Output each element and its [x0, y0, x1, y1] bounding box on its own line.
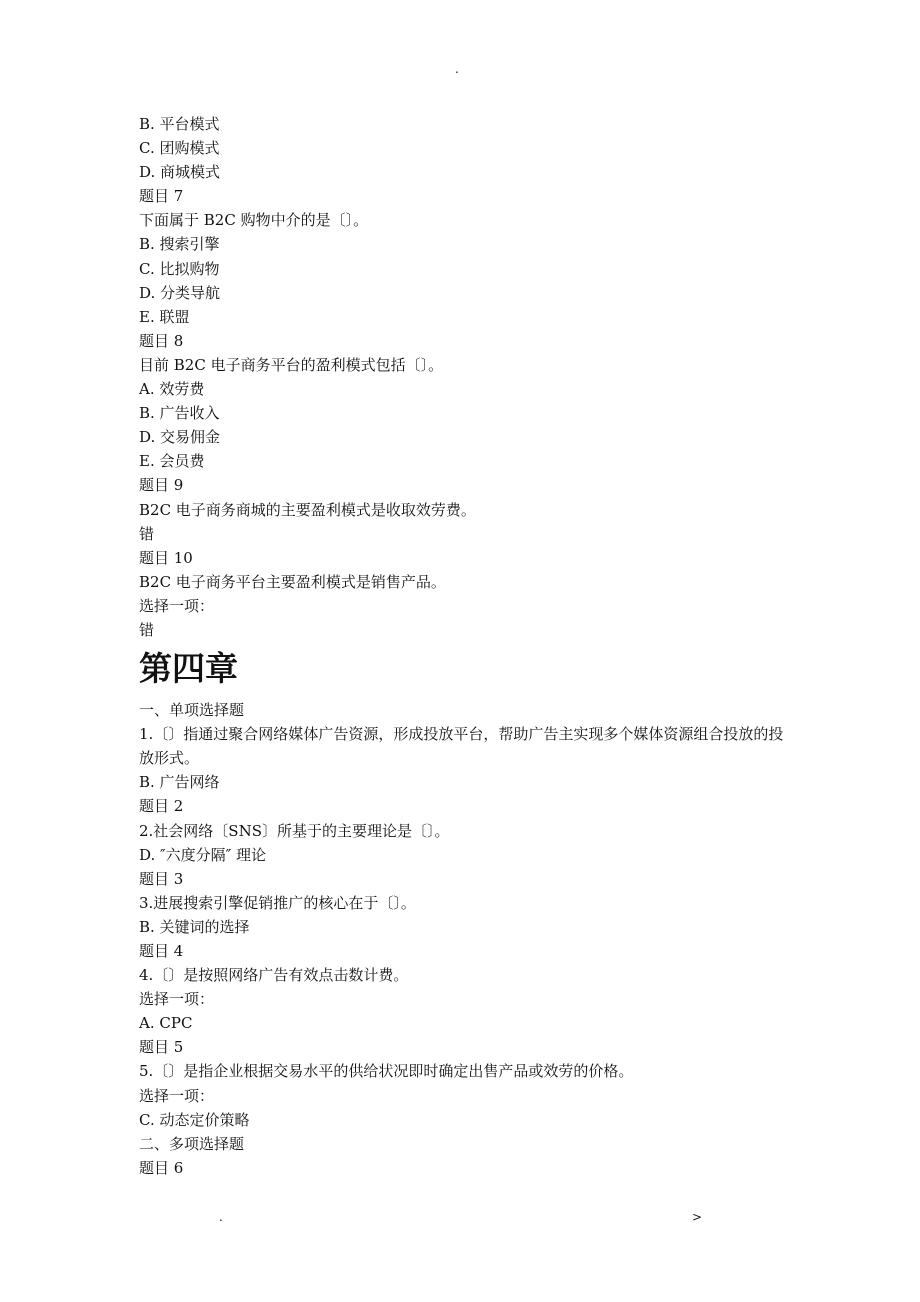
ch4-question-3-answer: B. 关键词的选择 — [139, 917, 250, 936]
question-10-choose-one: 选择一项： — [139, 596, 215, 615]
question-7-option-e: E. 联盟 — [139, 307, 190, 326]
question-10-label: 题目 10 — [139, 548, 193, 567]
ch4-question-2-text: 2.社会网络〔SNS〕所基于的主要理论是〔〕。 — [139, 821, 450, 840]
chapter-title: 第四章 — [139, 649, 238, 689]
question-7-option-c: C. 比拟购物 — [139, 259, 220, 278]
option-c-group-buying: C. 团购模式 — [139, 139, 220, 158]
footer-mark: > — [692, 1210, 703, 1224]
question-8-option-e: E. 会员费 — [139, 452, 205, 471]
question-9-text: B2C 电子商务商城的主要盈利模式是收取效劳费。 — [139, 500, 476, 519]
ch4-question-3-label: 题目 3 — [139, 869, 184, 888]
question-7-option-b: B. 搜索引擎 — [139, 235, 220, 254]
document-body — [139, 112, 789, 1180]
ch4-question-4-label: 题目 4 — [139, 942, 184, 960]
ch4-question-5-label: 题目 5 — [139, 1038, 184, 1057]
ch4-question-4-choose-one: 选择一项： — [139, 990, 215, 1009]
question-8-text: 目前 B2C 电子商务平台的盈利模式包括〔〕。 — [139, 355, 444, 374]
question-8-option-b: B. 广告收入 — [139, 404, 220, 423]
ch4-question-5-text: 5.〔〕是指企业根据交易水平的供给状况即时确定出售产品或效劳的价格。 — [139, 1062, 634, 1081]
header-dot: . — [455, 62, 459, 76]
ch4-question-5-answer: C. 动态定价策略 — [139, 1110, 250, 1129]
ch4-question-1-text: 1.〔〕指通过聚合网络媒体广告资源，形成投放平台，帮助广告主实现多个媒体资源组合投放的投放形式。 — [139, 725, 784, 768]
question-8-label: 题目 8 — [139, 331, 184, 350]
ch4-question-6-label: 题目 6 — [139, 1158, 184, 1177]
section-multiple-choice: 二、多项选择题 — [139, 1134, 245, 1153]
ch4-question-5-choose-one: 选择一项： — [139, 1086, 215, 1105]
question-10-answer: 错 — [139, 620, 155, 639]
question-8-option-a: A. 效劳费 — [139, 380, 205, 399]
question-10-text: B2C 电子商务平台主要盈利模式是销售产品。 — [139, 572, 446, 591]
ch4-question-3-text: 3.进展搜索引擎促销推广的核心在于〔〕。 — [139, 893, 416, 912]
ch4-question-2-label: 题目 2 — [139, 797, 184, 816]
question-9-label: 题目 9 — [139, 476, 184, 495]
option-d-mall: D. 商城模式 — [139, 163, 221, 182]
question-9-answer: 错 — [139, 524, 155, 543]
ch4-question-4-answer: A. CPC — [139, 1014, 193, 1033]
option-b-platform: B. 平台模式 — [139, 115, 220, 133]
section-single-choice: 一、单项选择题 — [139, 701, 245, 720]
ch4-question-4-text: 4.〔〕是按照网络广告有效点击数计费。 — [139, 966, 409, 985]
question-8-option-d: D. 交易佣金 — [139, 428, 221, 447]
question-7-option-d: D. 分类导航 — [139, 283, 221, 302]
ch4-question-2-answer: D. ″六度分隔″ 理论 — [139, 845, 267, 864]
ch4-question-1-answer: B. 广告网络 — [139, 773, 220, 792]
footer-dot: . — [219, 1210, 223, 1224]
question-7-text: 下面属于 B2C 购物中介的是〔〕。 — [139, 211, 369, 230]
question-7-label: 题目 7 — [139, 187, 184, 206]
